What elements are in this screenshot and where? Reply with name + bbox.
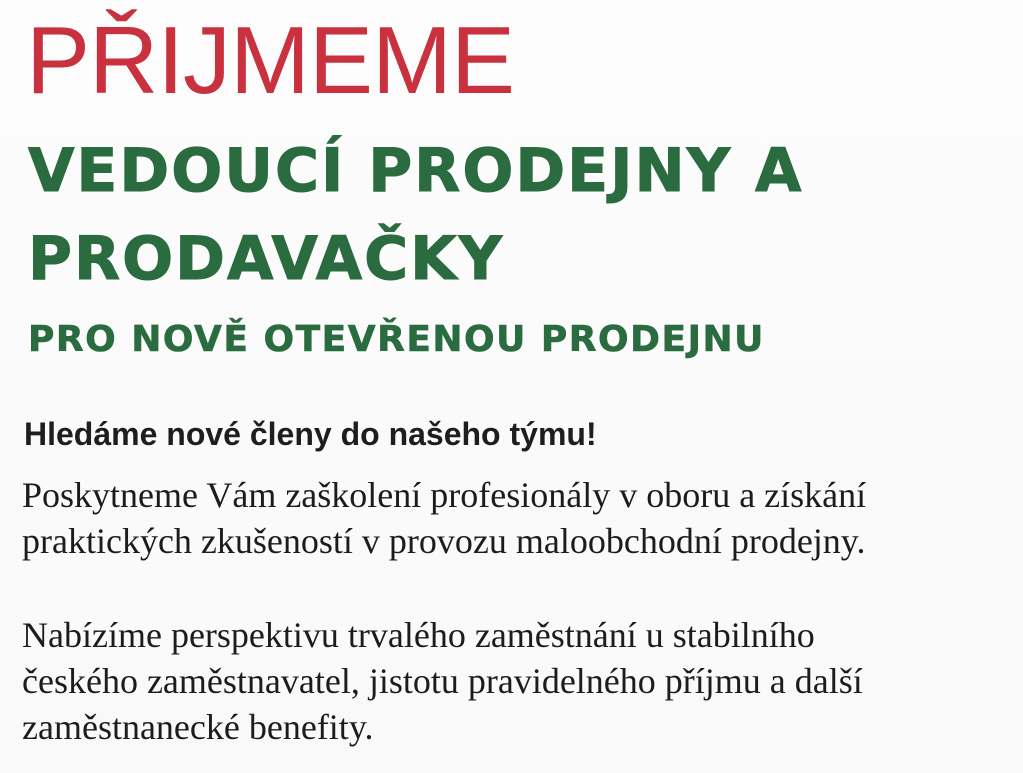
lead-text: Hledáme nové členy do našeho týmu! [24,416,597,452]
paragraph-training [22,472,866,564]
paragraph-line: praktických zkušeností v provozu maloobchodní prodejny. [22,521,866,561]
title-line-2: PRODAVAČKY [28,224,505,294]
paragraph-line: Poskytneme Vám zaškolení profesionály v oboru a získání [22,475,867,515]
subtitle: PRO NOVĚ OTEVŘENOU PRODEJNU [28,319,765,360]
title-line-1: VEDOUCÍ PRODEJNY A [28,136,804,206]
paragraph-offer [22,612,863,750]
headline: PŘIJMEME [26,7,515,114]
paragraph-line: českého zaměstnavatel, jistotu pravidelného příjmu a další [22,661,863,701]
paragraph-line: Nabízíme perspektivu trvalého zaměstnání u stabilního [22,615,815,655]
paragraph-line: zaměstnanecké benefity. [22,707,374,747]
